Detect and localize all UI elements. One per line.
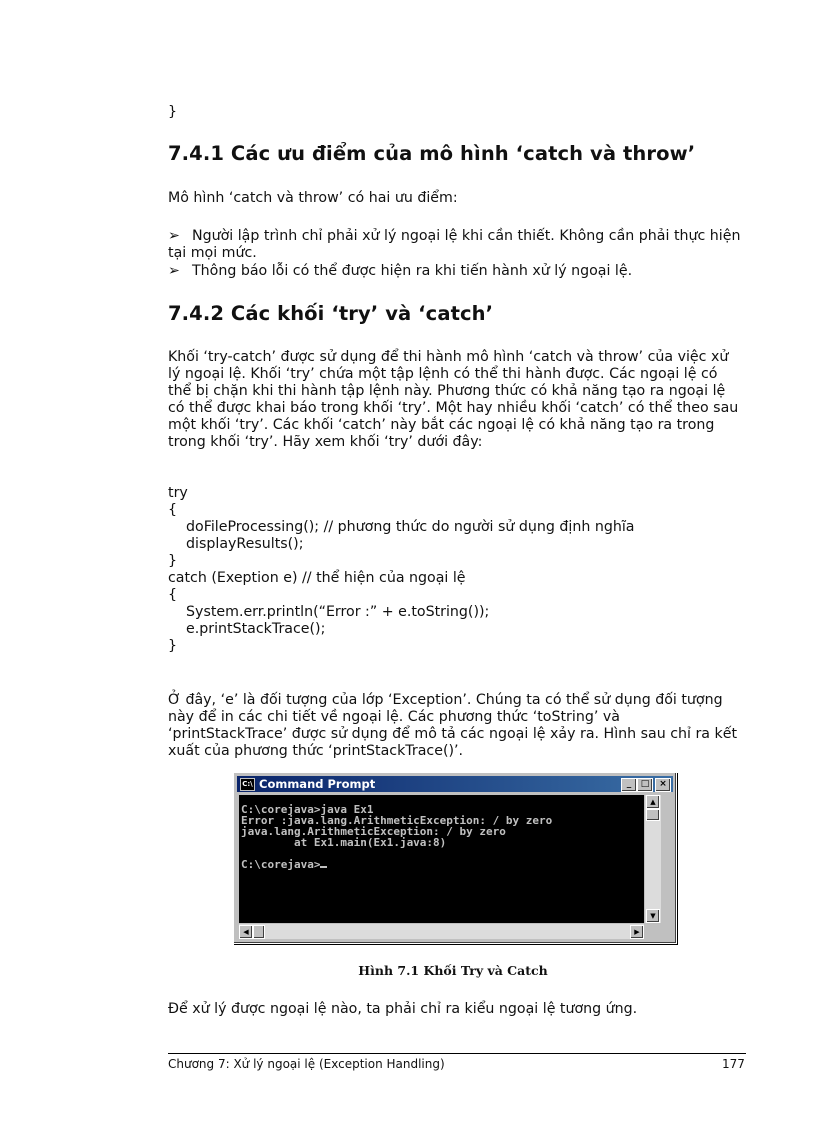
console-prompt-line xyxy=(241,859,644,870)
bullet-arrow-icon: ➢ xyxy=(168,228,180,244)
intro-text: Mô hình ‘catch và throw’ có hai ưu điểm: xyxy=(168,190,458,206)
code-line: { xyxy=(168,502,178,518)
console-prompt: C:\corejava> xyxy=(241,858,321,871)
console-icon: C:\ xyxy=(240,778,255,791)
code-line: try xyxy=(168,485,188,501)
closing-paragraph: Để xử lý được ngoại lệ nào, ta phải chỉ ra kiểu ngoại lệ tương ứng. xyxy=(168,1001,638,1017)
body-paragraph: Khối ‘try-catch’ được sử dụng để thi hành mô hình ‘catch và throw’ của việc xử lý ngoại lệ. Khối ‘try’ chứa một tập lệnh có thể thi hành được. Các ngoại lệ có thể bị chặn khi thi hành tập lệnh này. Phương thức có khả năng tạo ra ngoại lệ có thể được khai báo trong khối ‘try’. Một hay nhiều khối ‘catch’ có thể theo sau một khối ‘try’. Các khối ‘catch’ này bắt các ngoại lệ có khả năng tạo ra trong trong khối ‘try’. Hãy xem khối ‘try’ dưới đây: xyxy=(168,349,739,450)
bullet-text: Người lập trình chỉ phải xử lý ngoại lệ khi cần thiết. Không cần phải thực hiện tại mọi mức. xyxy=(168,228,741,261)
page-number: 177 xyxy=(722,1057,745,1071)
code-block xyxy=(168,485,634,655)
code-line: { xyxy=(168,587,178,603)
code-line: System.err.println(“Error :” + e.toString()); xyxy=(168,604,490,620)
console-line: at Ex1.main(Ex1.java:8) xyxy=(241,836,447,849)
bullet-item xyxy=(168,228,743,262)
text-cursor xyxy=(320,866,327,868)
minimize-button[interactable]: _ xyxy=(621,778,637,792)
console-line: java.lang.ArithmeticException: / by zero xyxy=(241,825,506,838)
body-paragraph: Ở đây, ‘e’ là đối tượng của lớp ‘Exception’. Chúng ta có thể sử dụng đối tượng này để in các chi tiết về ngoại lệ. Các phương thức ‘toString’ và ‘printStackTrace’ được sử dụng để mô tả các ngoại lệ xảy ra. Hình sau chỉ ra kết xuất của phương thức ‘printStackTrace()’. xyxy=(168,692,738,759)
code-line: catch (Exeption e) // thể hiện của ngoại lệ xyxy=(168,570,466,586)
command-prompt-window xyxy=(233,772,677,944)
maximize-button[interactable]: □ xyxy=(637,778,653,792)
vertical-scrollbar[interactable] xyxy=(645,795,661,923)
scroll-down-icon[interactable]: ▼ xyxy=(646,909,660,923)
code-line: } xyxy=(168,553,178,569)
window-title: Command Prompt xyxy=(259,777,376,791)
scroll-thumb[interactable] xyxy=(253,925,265,939)
horizontal-scrollbar[interactable] xyxy=(239,924,644,939)
section-heading-742: 7.4.2 Các khối ‘try’ và ‘catch’ xyxy=(168,302,494,325)
code-line: doFileProcessing(); // phương thức do người sử dụng định nghĩa xyxy=(168,519,635,535)
scroll-left-icon[interactable]: ◀ xyxy=(239,925,253,939)
code-line: } xyxy=(168,638,178,654)
console-line: Error :java.lang.ArithmeticException: / by zero xyxy=(241,814,553,827)
code-line: e.printStackTrace(); xyxy=(168,621,326,637)
scroll-thumb[interactable] xyxy=(646,809,660,821)
scroll-up-icon[interactable]: ▲ xyxy=(646,795,660,809)
section-heading-741: 7.4.1 Các ưu điểm của mô hình ‘catch và throw’ xyxy=(168,142,696,165)
bullet-arrow-icon: ➢ xyxy=(168,263,180,279)
window-title-bar[interactable] xyxy=(237,776,673,792)
bullet-text: Thông báo lỗi có thể được hiện ra khi tiến hành xử lý ngoại lệ. xyxy=(192,263,633,279)
console-line: C:\corejava>java Ex1 xyxy=(241,803,374,816)
footer-divider xyxy=(168,1053,746,1054)
console-output[interactable] xyxy=(239,795,644,923)
bullet-item xyxy=(168,263,743,280)
close-button[interactable]: × xyxy=(655,778,671,792)
scroll-right-icon[interactable]: ▶ xyxy=(630,925,644,939)
resize-grip-icon[interactable] xyxy=(645,924,661,939)
code-line: displayResults(); xyxy=(168,536,304,552)
closing-brace: } xyxy=(168,104,178,120)
figure-caption: Hình 7.1 Khối Try và Catch xyxy=(358,963,548,978)
footer-chapter: Chương 7: Xử lý ngoại lệ (Exception Handling) xyxy=(168,1057,445,1071)
